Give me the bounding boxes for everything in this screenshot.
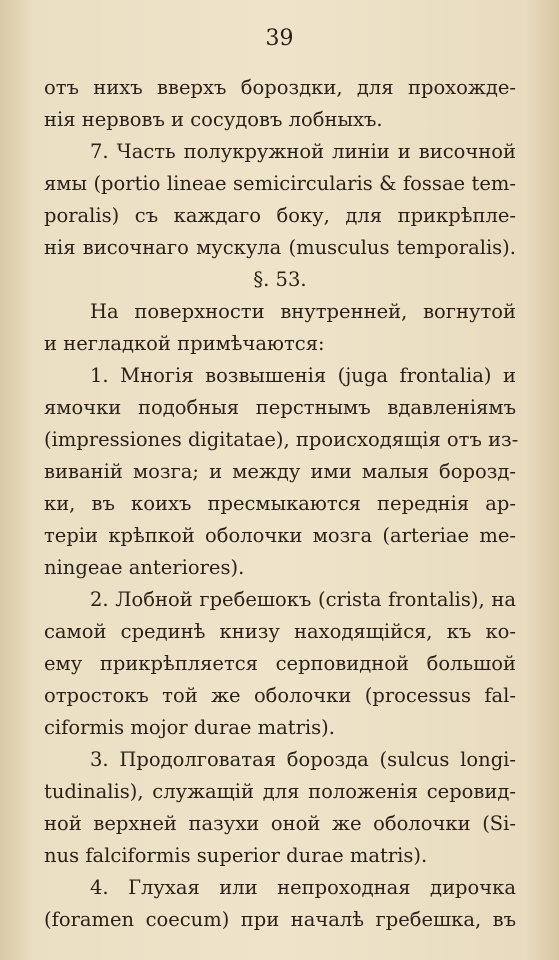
text-line: ningeae anteriores).	[44, 556, 245, 579]
text-line: отростокъ той же оболочки (processus fal-	[44, 684, 516, 707]
text-line: 3. Продолговатая борозда (sulcus longi-	[90, 748, 516, 771]
text-line: отъ нихъ вверхъ бороздки, для прохожде-	[44, 76, 516, 99]
text-line: (impressiones digitatae), происходящія отъ из-	[44, 428, 519, 451]
text-line: tudinalis), служащій для положенія серовид-	[44, 780, 516, 803]
text-line: виваній мозга; и между ими малыя борозд-	[44, 460, 516, 483]
text-line: ямы (portio lineae semicircularis & fossae tem-	[44, 172, 516, 195]
text-line: На поверхности внутренней, вогнутой	[90, 300, 516, 323]
text-line: ямочки подобныя перстнымъ вдавленіямъ	[44, 396, 516, 419]
text-line: ему прикрѣпляется серповидной большой	[44, 652, 516, 675]
text-line: (foramen coecum) при началѣ гребешка, въ	[44, 908, 516, 931]
page-number: 39	[265, 26, 294, 51]
body-text	[44, 72, 519, 936]
text-line: ки, въ коихъ пресмыкаются переднія ар-	[44, 492, 516, 515]
text-line: ной верхней пазухи оной же оболочки (Si-	[44, 812, 516, 835]
text-line: нія височнаго мускула (musculus temporalis).	[44, 236, 516, 259]
text-line: теріи крѣпкой оболочки мозга (arteriae me-	[44, 524, 516, 547]
text-line: 4. Глухая или непроходная дирочка	[90, 876, 516, 899]
text-line: самой срединѣ книзу находящійся, къ ко-	[44, 620, 516, 643]
text-line: ciformis mojor durae matris).	[44, 716, 335, 739]
text-line: нія нервовъ и сосудовъ лобныхъ.	[44, 108, 383, 131]
text-line: и негладкой примѣчаются:	[44, 332, 325, 355]
text-line: 7. Часть полукружной линіи и височной	[90, 140, 516, 163]
text-line: poralis) съ каждаго боку, для прикрѣпле-	[44, 204, 516, 227]
text-line: 2. Лобной гребешокъ (crista frontalis), на	[90, 588, 516, 611]
text-line: 1. Многія возвышенія (juga frontalia) и	[90, 364, 516, 387]
text-line: nus falciformis superior durae matris).	[44, 844, 428, 867]
text-line: §. 53.	[253, 268, 307, 291]
